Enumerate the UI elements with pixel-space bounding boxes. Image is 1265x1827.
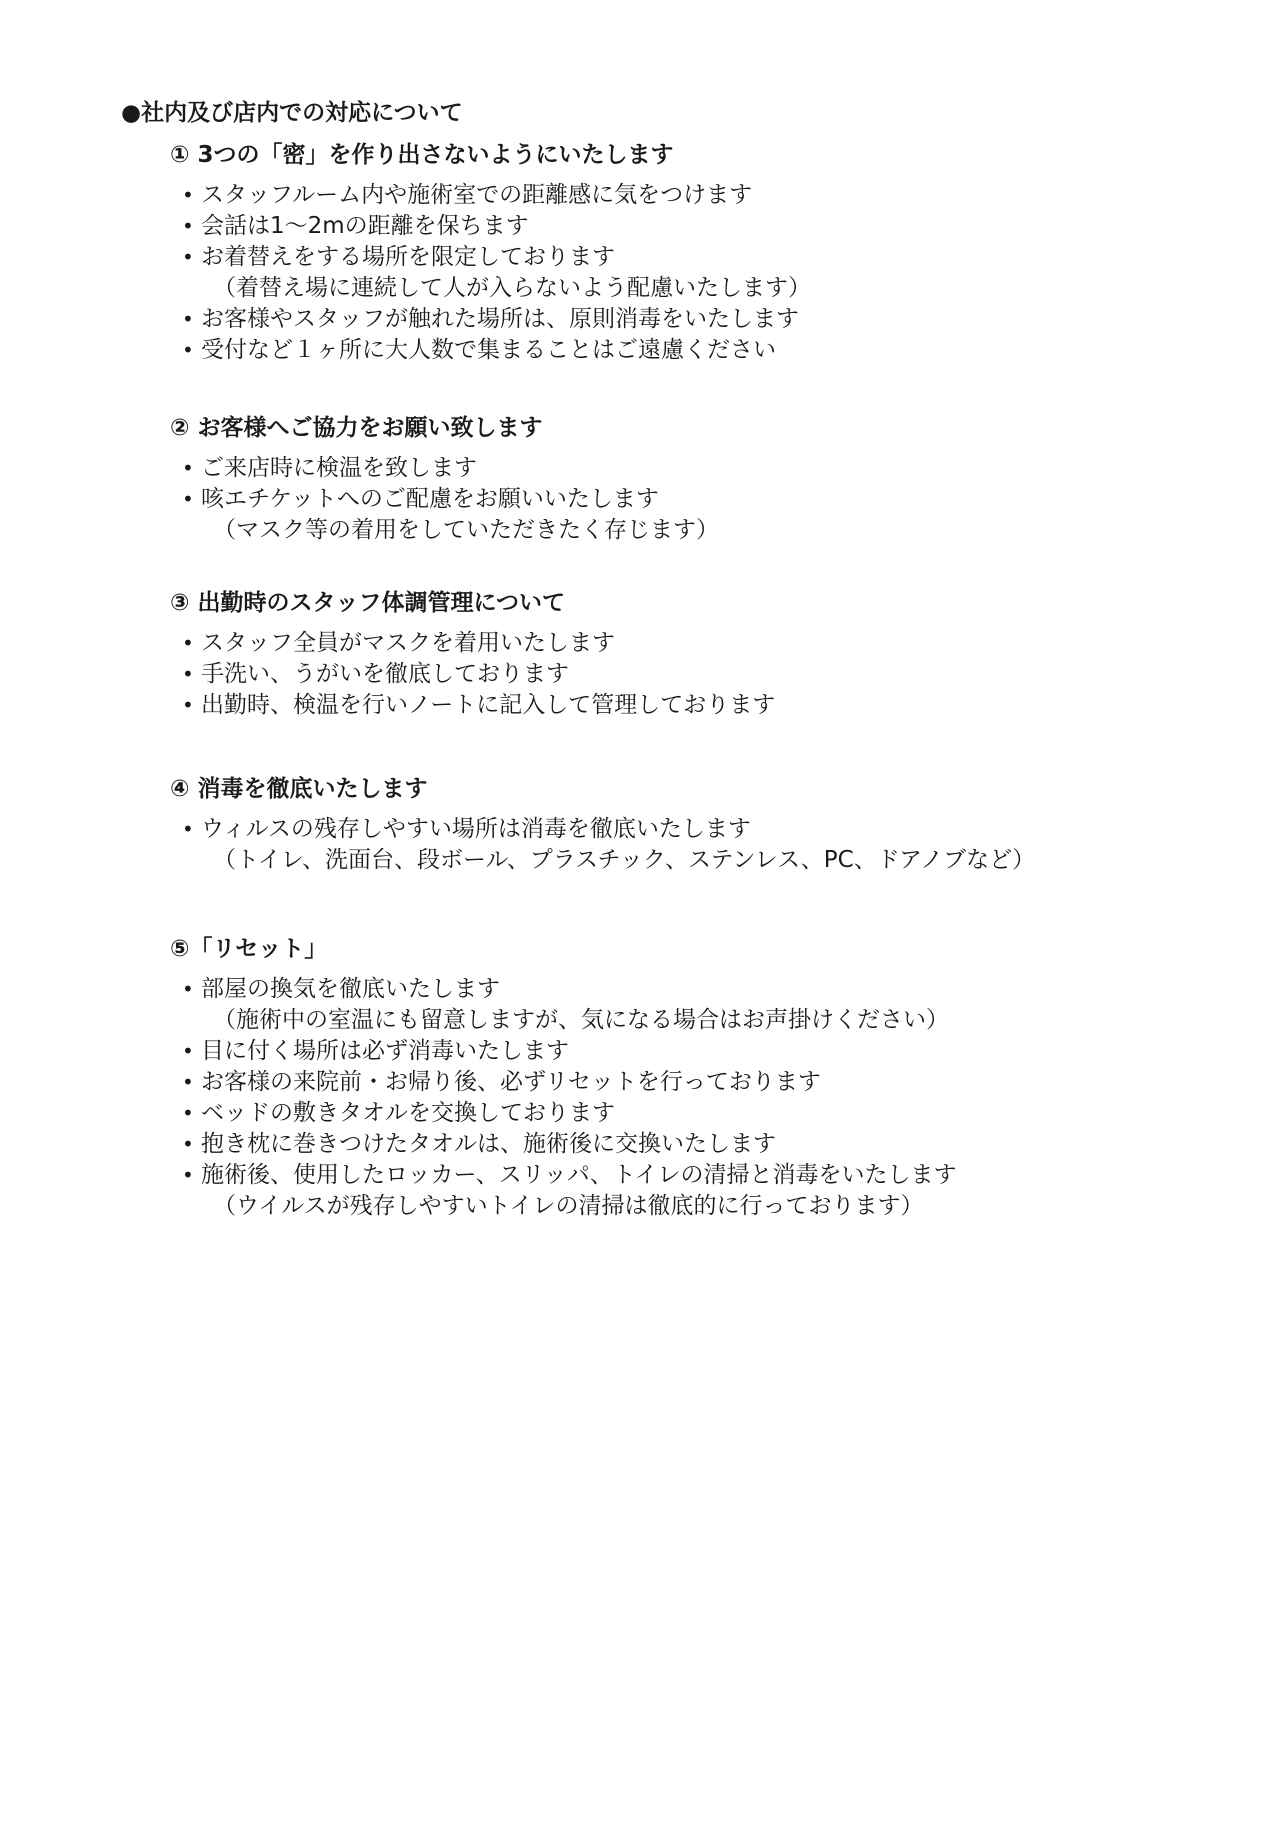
list-item: • 出勤時、検温を行いノートに記入して管理しております	[182, 690, 775, 721]
section-avoid-three-cs	[170, 140, 811, 366]
list-item-note: （マスク等の着用をしていただきたく存じます）	[213, 517, 719, 543]
bullet-list	[170, 814, 1035, 876]
section-heading: ④ 消毒を徹底いたします	[170, 776, 428, 802]
section-disinfection	[170, 774, 1035, 876]
section-heading: ② お客様へご協力をお願い致します	[170, 415, 543, 441]
list-item: • 施術後、使用したロッカー、スリッパ、トイレの清掃と消毒をいたします	[182, 1160, 957, 1191]
list-item-note: （着替え場に連続して人が入らないよう配慮いたします）	[213, 275, 811, 301]
list-item: • 咳エチケットへのご配慮をお願いいたします	[182, 484, 719, 515]
section-heading: ① 3つの「密」を作り出さないようにいたします	[170, 142, 674, 168]
list-item: • ウィルスの残存しやすい場所は消毒を徹底いたします	[182, 814, 1035, 845]
list-item: • お着替えをする場所を限定しております	[182, 242, 811, 273]
bullet-list	[170, 180, 811, 366]
list-item: • 部屋の換気を徹底いたします	[182, 974, 957, 1005]
list-item: • ご来店時に検温を致します	[182, 453, 719, 484]
section-staff-health	[170, 588, 775, 721]
section-heading: ⑤「リセット」	[170, 936, 328, 962]
list-item: • スタッフ全員がマスクを着用いたします	[182, 628, 775, 659]
list-item: • 抱き枕に巻きつけたタオルは、施術後に交換いたします	[182, 1129, 957, 1160]
section-reset	[170, 934, 957, 1222]
list-item-note: （トイレ、洗面台、段ボール、プラスチック、ステンレス、PC、ドアノブなど）	[213, 847, 1036, 873]
bullet-list	[170, 628, 775, 721]
list-item: • ベッドの敷きタオルを交換しております	[182, 1098, 957, 1129]
list-item-note: （施術中の室温にも留意しますが、気になる場合はお声掛けください）	[213, 1007, 949, 1033]
list-item: • お客様やスタッフが触れた場所は、原則消毒をいたします	[182, 304, 811, 335]
list-item: • 受付など１ヶ所に大人数で集まることはご遠慮ください	[182, 335, 811, 366]
section-heading: ③ 出勤時のスタッフ体調管理について	[170, 590, 566, 616]
list-item: • 手洗い、うがいを徹底しております	[182, 659, 775, 690]
list-item: • 会話は1～2mの距離を保ちます	[182, 211, 811, 242]
list-item: • お客様の来院前・お帰り後、必ずリセットを行っております	[182, 1067, 957, 1098]
list-item: • 目に付く場所は必ず消毒いたします	[182, 1036, 957, 1067]
list-item-note: （ウイルスが残存しやすいトイレの清掃は徹底的に行っております）	[213, 1193, 924, 1219]
list-item: • スタッフルーム内や施術室での距離感に気をつけます	[182, 180, 811, 211]
document-title: ●社内及び店内での対応について	[121, 100, 463, 126]
bullet-list	[170, 453, 719, 546]
bullet-list	[170, 974, 957, 1222]
section-customer-cooperation	[170, 413, 719, 546]
